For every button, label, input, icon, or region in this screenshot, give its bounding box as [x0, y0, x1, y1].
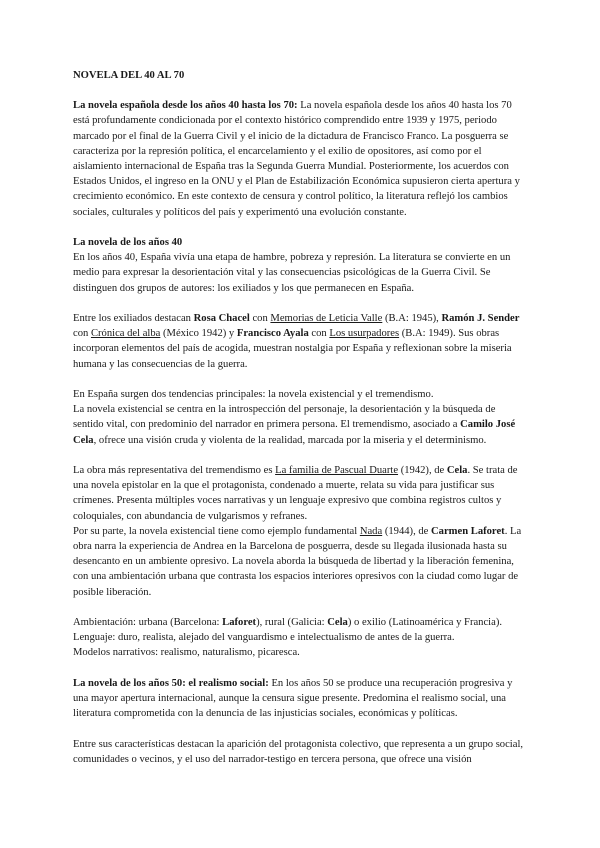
- work-title: Crónica del alba: [90, 328, 161, 340]
- paragraph-pascual-duarte: La obra más representativa del tremendismo es La familia de Pascual Duarte (1942), de Cela. Se trata de una novela epistolar en la que el protagonista, condenado a muerte, relata su vida para justificar sus crímenes. Presenta múltiples voces narrativas y un lenguaje expresivo que combina registros cultos y coloquiales, con abundancia de vulgarismos y refranes.: [73, 465, 518, 522]
- work-title: La familia de Pascual Duarte: [275, 465, 399, 477]
- paragraph-text: En los años 50 se produce una recuperación progresiva y una mayor apertura internacional, aunque la censura sigue presente. Predomina el realismo social, una literatura comprometida con la denuncia de las injusticias sociales, económicas y políticas.: [73, 677, 513, 720]
- author-name: Cela: [327, 617, 348, 629]
- paragraph-caracteristicas: Entre sus características destacan la aparición del protagonista colectivo, que representa a un grupo social, comunidades o vecinos, y el uso del narrador-testigo en tercera persona, que ofrece una visión: [73, 738, 524, 765]
- author-name: Rosa Chacel: [193, 313, 250, 325]
- author-name: Camilo José Cela: [73, 419, 516, 446]
- section-heading-intro: La novela española desde los años 40 hasta los 70:: [73, 100, 298, 112]
- document-title: NOVELA DEL 40 AL 70: [73, 70, 185, 81]
- paragraph-tendencias-line: En España surgen dos tendencias principales: la novela existencial y el tremendismo.: [73, 389, 434, 401]
- paragraph-nada: Por su parte, la novela existencial tiene como ejemplo fundamental Nada (1944), de Carmen Laforet. La obra narra la experiencia de Andrea en la Barcelona de posguerra, desde su llegada ilusionada hasta su desencanto en un ambiente opresivo. La novela aborda la búsqueda de libertad y la liberación femenina, con una ambientación urbana que contrasta los espacios interiores opresivos con la ciudad como lugar de posible liberación.: [73, 525, 522, 598]
- paragraph-tendencias: La novela existencial se centra en la introspección del personaje, la desorientación y la búsqueda de sentido vital, con predominio del narrador en primera persona. El tremendismo, asociado a Camilo José Cela, ofrece una visión cruda y violenta de la realidad, marcada por la miseria y el determinismo.: [73, 404, 516, 446]
- paragraph-ambientacion: Ambientación: urbana (Barcelona: Laforet), rural (Galicia: Cela) o exilio (Latinoamérica y Francia).: [73, 617, 502, 629]
- work-title: Nada: [359, 525, 383, 537]
- author-name: Francisco Ayala: [236, 328, 309, 340]
- author-name: Laforet: [222, 617, 257, 629]
- work-title: Los usurpadores: [329, 328, 400, 340]
- section-heading-50s: La novela de los años 50: el realismo social:: [73, 677, 269, 689]
- work-title: Memorias de Leticia Valle: [270, 313, 383, 325]
- paragraph-50s: [73, 676, 527, 722]
- paragraph-text: La novela española desde los años 40 hasta los 70 está profundamente condicionada por el contexto histórico comprendido entre 1939 y 1975, periodo marcado por el final de la Guerra Civil y el inicio de la dictadura de Francisco Franco. La posguerra se caracteriza por la represión política, el encarcelamiento y el exilio de opositores, así como por el aislamiento internacional de España tras la Segunda Guerra Mundial. Posteriormente, los acuerdos con Estados Unidos, el ingreso en la ONU y el Plan de Estabilización Económica supusieron cierta apertura y crecimiento económico. En este contexto de censura y control político, la literatura reflejó los cambios sociales, culturales y políticos del país y experimentó una evolución constante.: [73, 100, 520, 218]
- paragraph-lenguaje: Lenguaje: duro, realista, alejado del vanguardismo e intelectualismo de antes de la guerra.: [73, 632, 455, 644]
- paragraph-intro: [73, 98, 527, 220]
- paragraph-40s: En los años 40, España vivía una etapa de hambre, pobreza y represión. La literatura se convierte en un medio para expresar la desorientación vital y las consecuencias psicológicas de la Guerra Civil. Se distinguen dos grupos de autores: los exiliados y los que permanecen en España.: [73, 252, 511, 294]
- author-name: Carmen Laforet: [431, 525, 505, 537]
- paragraph-exiliados: Entre los exiliados destacan Rosa Chacel con Memorias de Leticia Valle (B.A: 1945), Ramón J. Sender con Crónica del alba (México 1942) y Francisco Ayala con Los usurpadores (B.A: 1949). Sus obras incorporan elementos del país de acogida, muestran nostalgia por España y reflexionan sobre la miseria humana y las consecuencias de la guerra.: [73, 313, 520, 370]
- paragraph-modelos: Modelos narrativos: realismo, naturalismo, picaresca.: [73, 647, 300, 659]
- author-name: Ramón J. Sender: [441, 313, 520, 325]
- section-heading-40s: La novela de los años 40: [73, 237, 183, 249]
- author-name: Cela: [446, 465, 468, 477]
- document-page: [73, 68, 527, 767]
